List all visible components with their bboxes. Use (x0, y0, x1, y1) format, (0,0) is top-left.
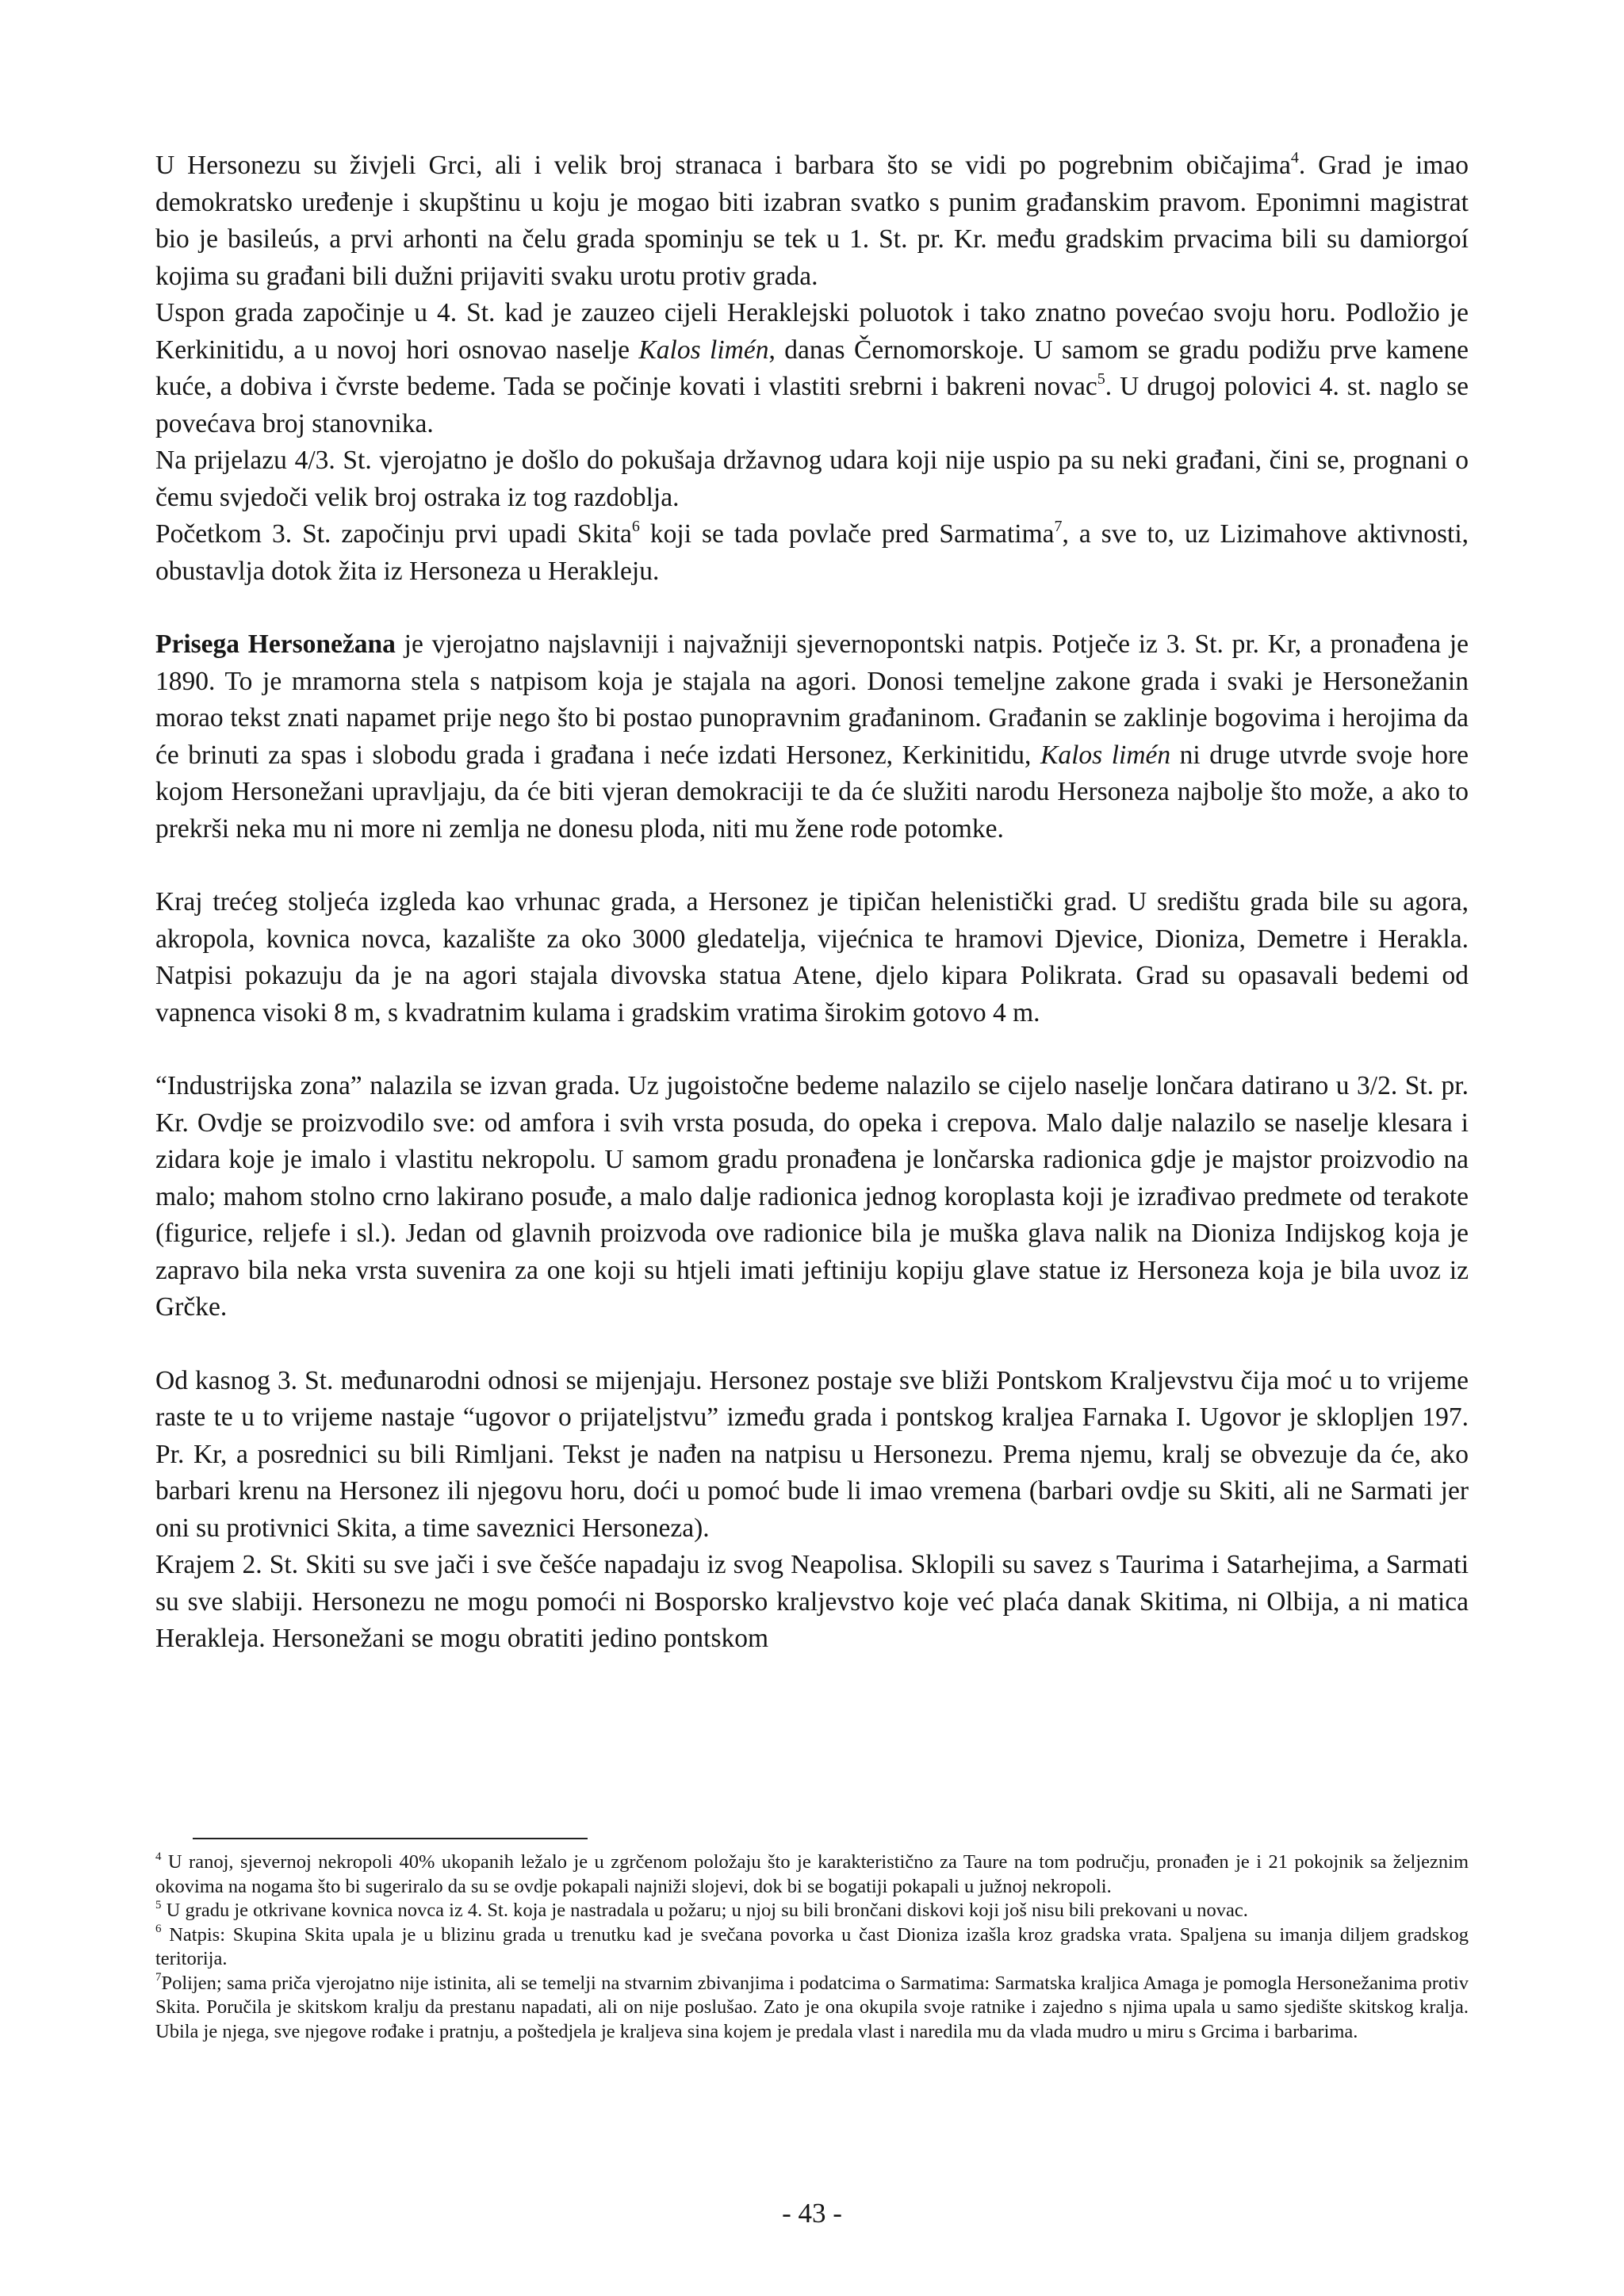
text-run: koji se tada povlače pred Sarmatima (639, 519, 1055, 549)
paragraph (155, 626, 1469, 848)
footnote-marker: 7 (1054, 517, 1063, 535)
footnote-marker: 7 (155, 1971, 162, 1984)
text-run: U gradu je otkrivane kovnica novca iz 4. St. koja je nastradala u požaru; u njoj su bili brončani diskovi koji još nisu bili prekovani u novac. (161, 1900, 1248, 1921)
bold-term: Prisega Hersonežana (155, 629, 396, 659)
footnotes-section (155, 1850, 1469, 2044)
footnote (155, 1899, 1469, 1923)
text-run: Početkom 3. St. započinju prvi upadi Skita (155, 519, 632, 549)
footnote-separator (193, 1838, 588, 1839)
text-run: Krajem 2. St. Skiti su sve jači i sve češće napadaju iz svog Neapolisa. Sklopili su savez s Taurima i Satarhejima, a Sarmati su sve slabiji. Hersonezu ne mogu pomoći ni Bosporsko kraljevstvo koje već plaća danak Skitima, ni Olbija, a ni matica Herakleja. Hersonežani se mogu obratiti jedino pontskom (155, 1550, 1469, 1653)
footnote (155, 1850, 1469, 1899)
footnote-marker: 6 (631, 517, 640, 535)
footnote-marker: 4 (1290, 148, 1299, 166)
footnote (155, 1923, 1469, 1972)
footnote-marker: 4 (155, 1850, 162, 1863)
footnote-marker: 5 (155, 1898, 162, 1911)
text-run: , danas Černomorskoje. U samom se gradu podižu prve kamene kuće, a dobiva i čvrste bedeme. Tada se počinje kovati i vlastiti srebrni i bakreni novac (155, 335, 1469, 401)
main-text (155, 147, 1469, 1658)
paragraph (155, 295, 1469, 442)
text-run: . U drugoj polovici 4. st. naglo se povećava broj stanovnika. (155, 372, 1469, 438)
paragraph (155, 1068, 1469, 1326)
text-run: Polijen; sama priča vjerojatno nije istinita, ali se temelji na stvarnim zbivanjima i podatcima o Sarmatima: Sarmatska kraljica Amaga je pomogla Hersonežanima protiv Skita. Poručila je skitskom kralju da prestanu napadati, ali on nije poslušao. Zato je ona okupila svoje ratnike i zajedno s njima upala u samo sjedište skitskog kralja. Ubila je njega, sve njegove rođake i pratnju, a poštedjela je kraljeva sina kojem je predala vlast i naredila mu da vlada mudro u miru s Grcima i barbarima. (155, 1972, 1469, 2042)
text-run: . Grad je imao demokratsko uređenje i skupštinu u koju je mogao biti izabran svatko s punim građanskim pravom. Eponimni magistrat bio je basileús, a prvi arhonti na čelu grada spominju se tek u 1. St. pr. Kr. među gradskim prvacima bili su damiorgoí kojima su građani bili dužni prijaviti svaku urotu protiv grada. (155, 151, 1469, 291)
text-run: , a sve to, uz Lizimahove aktivnosti, obustavlja dotok žita iz Hersoneza u Herakleju. (155, 519, 1469, 586)
footnote-marker: 5 (1097, 369, 1105, 388)
paragraph (155, 1547, 1469, 1658)
text-run: Na prijelazu 4/3. St. vjerojatno je došlo do pokušaja državnog udara koji nije uspio pa su neki građani, čini se, prognani o čemu svjedoči velik broj ostraka iz tog razdoblja. (155, 446, 1469, 512)
text-run: Natpis: Skupina Skita upala je u blizinu grada u trenutku kad je svečana povorka u čast Dioniza izašla kroz gradska vrata. Spaljena su imanja diljem gradskog teritorija. (155, 1923, 1469, 1969)
footnote (155, 1972, 1469, 2045)
page-body (155, 147, 1469, 1658)
text-run: ni druge utvrde svoje hore kojom Hersonežani upravljaju, da će biti vjeran demokraciji te da će služiti narodu Hersoneza najbolje što može, a ako to prekrši neka mu ni more ni zemlja ne donesu ploda, niti mu žene rode potomke. (155, 740, 1469, 844)
italic-term: Kalos limén (1040, 740, 1171, 770)
italic-term: Kalos limén (638, 335, 769, 365)
text-run: je vjerojatno najslavniji i najvažniji sjevernopontski natpis. Potječe iz 3. St. pr. Kr, a pronađena je 1890. To je mramorna stela s natpisom koja je stajala na agori. Donosi temeljne zakone grada i svaki je Hersonežanin morao tekst znati napamet prije nego što bi postao punopravnim građaninom. Građanin se zaklinje bogovima i herojima da će brinuti za spas i slobodu grada i građana i neće izdati Hersonez, Kerkinitidu, (155, 629, 1469, 770)
footnote-marker: 6 (155, 1923, 162, 1936)
text-run: Kraj trećeg stoljeća izgleda kao vrhunac grada, a Hersonez je tipičan helenistički grad. U središtu grada bile su agora, akropola, kovnica novca, kazalište za oko 3000 gledatelja, vijećnica te hramovi Djevice, Dioniza, Demetre i Herakla. Natpisi pokazuju da je na agori stajala divovska statua Atene, djelo kipara Polikrata. Grad su opasavali bedemi od vapnenca visoki 8 m, s kvadratnim kulama i gradskim vratima širokim gotovo 4 m. (155, 887, 1469, 1027)
text-run: U Hersonezu su živjeli Grci, ali i velik broj stranaca i barbara što se vidi po pogrebnim običajima (155, 151, 1291, 180)
paragraph (155, 516, 1469, 590)
text-run: “Industrijska zona” nalazila se izvan grada. Uz jugoistočne bedeme nalazilo se cijelo naselje lončara datirano u 3/2. St. pr. Kr. Ovdje se proizvodilo sve: od amfora i svih vrsta posuda, do opeka i crepova. Malo dalje nalazilo se naselje klesara i zidara koje je imalo i vlastitu nekropolu. U samom gradu pronađena je lončarska radionica gdje je majstor proizvodio na malo; mahom stolno crno lakirano posuđe, a malo dalje radionica jednog koroplasta koji je izrađivao predmete od terakote (figurice, reljefe i sl.). Jedan od glavnih proizvoda ove radionice bila je muška glava nalik na Dioniza Indijskog koja je zapravo bila neka vrsta suvenira za one koji su htjeli imati jeftiniju kopiju glave statue iz Hersoneza koja je bila uvoz iz Grčke. (155, 1071, 1469, 1322)
text-run: Uspon grada započinje u 4. St. kad je zauzeo cijeli Heraklejski poluotok i tako znatno povećao svoju horu. Podložio je Kerkinitidu, a u novoj hori osnovao naselje (155, 298, 1469, 365)
page-number: - 43 - (782, 2198, 842, 2229)
text-run: Od kasnog 3. St. međunarodni odnosi se mijenjaju. Hersonez postaje sve bliži Pontskom Kraljevstvu čija moć u to vrijeme raste te u to vrijeme nastaje “ugovor o prijateljstvu” između grada i pontskog kraljea Farnaka I. Ugovor je sklopljen 197. Pr. Kr, a posrednici su bili Rimljani. Tekst je nađen na natpisu u Hersonezu. Prema njemu, kralj se obvezuje da će, ako barbari krenu na Hersonez ili njegovu horu, doći u pomoć bude li imao vremena (barbari ovdje su Skiti, ali ne Sarmati jer oni su protivnici Skita, a time saveznici Hersoneza). (155, 1365, 1469, 1543)
paragraph (155, 442, 1469, 516)
text-run: U ranoj, sjevernoj nekropoli 40% ukopanih ležalo je u zgrčenom položaju što je karakteristično za Taure na tom području, pronađen je i 21 pokojnik sa željeznim okovima na nogama što bi sugeriralo da su se ovdje pokapali najniži slojevi, dok bi se bogatiji pokapali u južnoj nekropoli. (155, 1851, 1469, 1897)
paragraph (155, 884, 1469, 1031)
paragraph (155, 147, 1469, 295)
paragraph (155, 1363, 1469, 1548)
